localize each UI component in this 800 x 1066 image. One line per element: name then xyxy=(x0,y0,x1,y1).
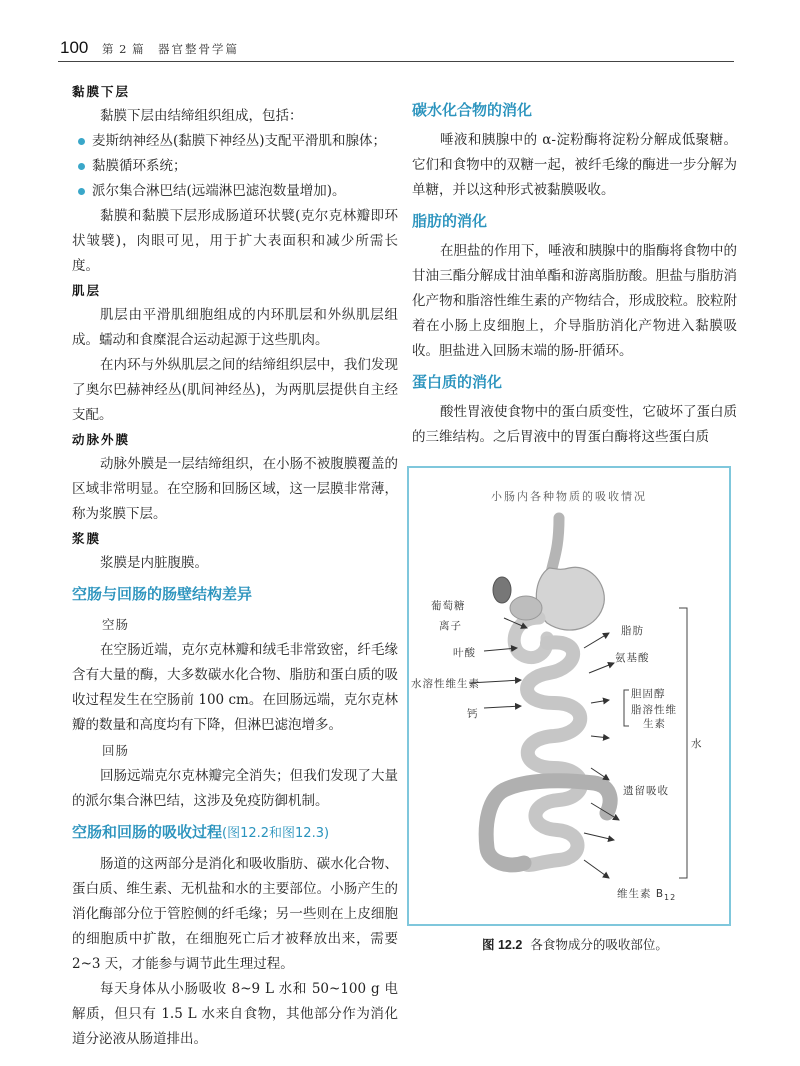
paragraph: 在胆盐的作用下，唾液和胰腺中的脂酶将食物中的甘油三酯分解成甘油单酯和游离脂肪酸。胆盐与脂肪消化产物和脂溶性维生素的产物结合，形成胶粒。胶粒附着在小肠上皮细胞上，介导脂肪消化产物进入黏膜吸收。胆盐进入回肠末端的肠-肝循环。 xyxy=(412,243,737,359)
paragraph: 每天身体从小肠吸收 8~9 L 水和 50~100 g 电解质，但只有 1.5 L 水来自食物，其他部分作为消化道分泌液从肠道排出。 xyxy=(72,981,398,1047)
paragraph: 肌层由平滑肌细胞组成的内环肌层和外纵肌层组成。蠕动和食糜混合运动起源于这些肌肉。 xyxy=(72,307,398,348)
left-column xyxy=(72,80,398,1052)
arrow xyxy=(589,663,614,673)
label-fatsol-1: 脂溶性维 xyxy=(631,704,677,716)
arrow xyxy=(584,633,609,648)
section-heading-text: 空肠和回肠的吸收过程 xyxy=(72,823,223,841)
label-watersol-vitamins: 水溶性维生素 xyxy=(411,678,480,690)
arrow xyxy=(584,833,614,840)
pancreas xyxy=(510,596,542,620)
small-intestine xyxy=(524,642,581,865)
section-heading: 蛋白质的消化 xyxy=(412,373,503,391)
figure-caption-text: 各食物成分的吸收部位。 xyxy=(530,937,668,952)
page-number: 100 xyxy=(60,38,89,57)
arrow xyxy=(584,860,609,878)
subhead-adventitia: 动脉外膜 xyxy=(72,432,131,447)
label-ions: 离子 xyxy=(439,620,462,632)
subhead-muscle: 肌层 xyxy=(72,283,102,298)
figure-reference: (图12.2和图12.3) xyxy=(222,826,330,841)
esophagus xyxy=(551,518,559,573)
subhead-submucosa: 黏膜下层 xyxy=(72,84,131,99)
label-residual-absorption: 遗留吸收 xyxy=(623,785,669,797)
figure-title: 小肠内各种物质的吸收情况 xyxy=(491,490,647,503)
label-calcium: 钙 xyxy=(467,708,479,720)
label-folate: 叶酸 xyxy=(453,647,476,659)
paragraph: 在内环与外纵肌层之间的结缔组织层中，我们发现了奥尔巴赫神经丛(肌间神经丛)，为两肌层提供自主经支配。 xyxy=(72,357,398,423)
stomach xyxy=(536,567,604,630)
figure-caption xyxy=(482,935,668,953)
label-water: 水 xyxy=(691,738,703,750)
arrow xyxy=(591,736,609,738)
water-bracket xyxy=(679,608,687,878)
section-heading: 脂肪的消化 xyxy=(412,212,488,230)
intestine-illustration xyxy=(409,468,729,924)
bullet-item: 派尔集合淋巴结(远端淋巴滤泡数量增加)。 xyxy=(78,179,398,204)
gallbladder xyxy=(493,577,511,603)
paragraph: 浆膜是内脏腹膜。 xyxy=(100,555,208,571)
paragraph: 动脉外膜是一层结缔组织，在小肠不被腹膜覆盖的区域非常明显。在空肠和回肠区域，这一层膜非常薄，称为浆膜下层。 xyxy=(72,456,398,522)
label-vitamin-b12 xyxy=(617,886,676,902)
bullet-item: 麦斯纳神经丛(黏膜下神经丛)支配平滑肌和腺体； xyxy=(78,129,398,154)
page-header xyxy=(58,40,734,62)
label-fat: 脂肪 xyxy=(621,625,644,637)
paragraph: 黏膜下层由结缔组织组成，包括： xyxy=(100,108,303,124)
subhead-serosa: 浆膜 xyxy=(72,531,102,546)
label-cholesterol: 胆固醇 xyxy=(631,688,666,700)
label-b12-sub: 12 xyxy=(664,893,677,903)
section-heading xyxy=(72,818,398,848)
duodenum xyxy=(514,618,547,658)
label-fatsol-2: 生素 xyxy=(643,718,666,730)
section-heading: 空肠与回肠的肠壁结构差异 xyxy=(72,585,253,603)
minor-heading-jejunum: 空肠 xyxy=(102,617,130,632)
part-label: 第 2 篇 xyxy=(102,42,145,56)
paragraph: 肠道的这两部分是消化和吸收脂肪、碳水化合物、蛋白质、维生素、无机盐和水的主要部位。小肠产生的消化酶部分位于管腔侧的纤毛缘；另一些则在上皮细胞的细胞质中扩散，在细胞死亡后才被释放出来，需要 2~3 天，才能参与调节此生理过程。 xyxy=(72,856,398,972)
paragraph: 酸性胃液使食物中的蛋白质变性，它破坏了蛋白质的三维结构。之后胃液中的胃蛋白酶将这些蛋白质 xyxy=(412,404,737,445)
label-amino-acids: 氨基酸 xyxy=(615,652,650,664)
section-heading: 碳水化合物的消化 xyxy=(412,101,533,119)
right-column xyxy=(412,92,737,450)
minor-heading-ileum: 回肠 xyxy=(102,743,130,758)
bullet-list xyxy=(72,129,398,204)
lipid-bracket xyxy=(624,690,629,726)
paragraph: 在空肠近端，克尔克林瓣和绒毛非常致密，纤毛缘含有大量的酶，大多数碳水化合物、脂肪和蛋白质的吸收过程发生在空肠前 100 cm。在回肠远端，克尔克林瓣的数量和高度均有下降，但淋巴滤泡增多。 xyxy=(72,642,398,733)
paragraph: 黏膜和黏膜下层形成肠道环状襞(克尔克林瓣即环状皱襞)，肉眼可见，用于扩大表面积和减少所需长度。 xyxy=(72,208,398,274)
label-b12-text: 维生素 B xyxy=(617,888,665,900)
arrow xyxy=(484,706,521,708)
paragraph: 回肠远端克尔克林瓣完全消失；但我们发现了大量的派尔集合淋巴结，这涉及免疫防御机制。 xyxy=(72,768,398,809)
arrow xyxy=(591,700,609,703)
running-title: 器官整骨学篇 xyxy=(158,42,239,56)
figure-number: 图 12.2 xyxy=(482,938,523,952)
figure-frame xyxy=(407,466,731,926)
label-glucose: 葡萄糖 xyxy=(431,600,466,612)
paragraph: 唾液和胰腺中的 α-淀粉酶将淀粉分解成低聚糖。它们和食物中的双糖一起，被纤毛缘的酶进一步分解为单糖，并以这种形式被黏膜吸收。 xyxy=(412,132,737,198)
bullet-item: 黏膜循环系统； xyxy=(78,154,398,179)
